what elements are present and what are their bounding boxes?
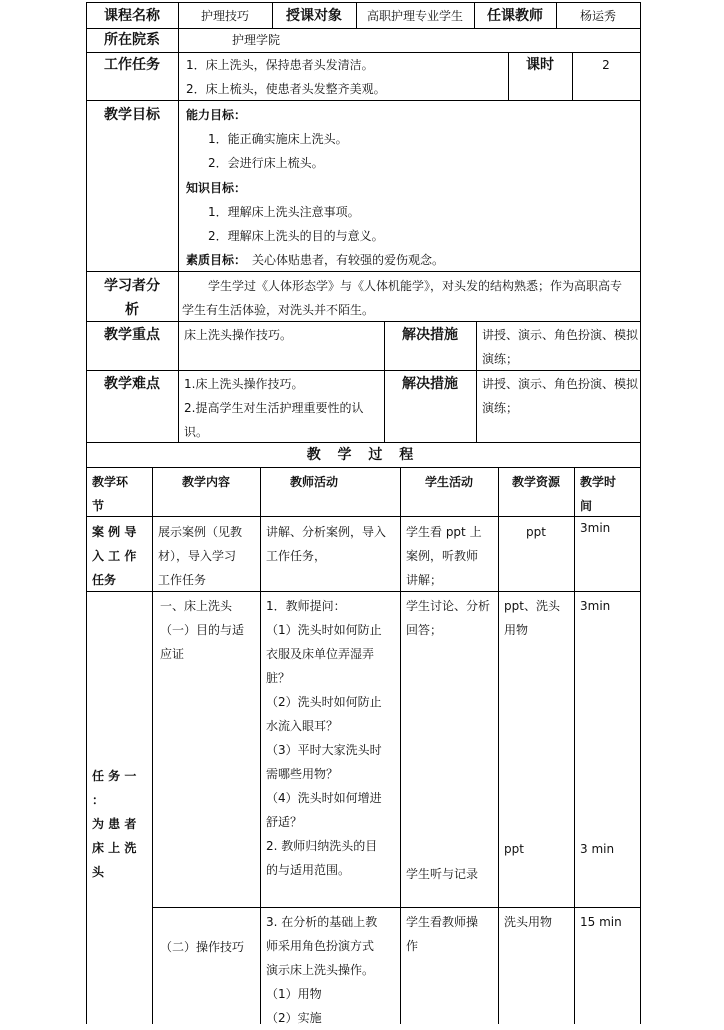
key-point-content: 床上洗头操作技巧。	[184, 328, 293, 342]
quality-label: 素质目标：	[186, 253, 247, 267]
course-name: 护理技巧	[200, 9, 249, 23]
row2-stage: 任 务 一 ： 为 患 者 床 上 洗 头	[92, 769, 137, 879]
row3-teacher: 3. 在分析的基础上教 师采用角色扮演方式 演示床上洗头操作。 （1）用物 （2）实施	[266, 915, 378, 1025]
vline	[86, 2, 87, 1024]
key-solution-line-2: 演练；	[482, 352, 519, 366]
difficulty-solution-label: 解决措施	[402, 376, 458, 392]
vline	[400, 467, 401, 1024]
row1-content: 展示案例（见教 材），导入学习 工作任务	[158, 525, 243, 587]
learner-label-line2: 析	[125, 302, 139, 318]
row1-student: 学生看 ppt 上 案例，听教师 讲解；	[406, 525, 482, 587]
ability-label: 能力目标：	[186, 108, 247, 122]
row2-time-2: 3 min	[580, 842, 615, 856]
hline	[86, 516, 641, 517]
hline	[86, 467, 641, 468]
quality-text: 关心体贴患者，有较强的爱伤观念。	[252, 253, 445, 267]
ability-2: 2．会进行床上梳头。	[208, 156, 324, 170]
knowledge-label: 知识目标：	[186, 181, 247, 195]
task-item-2: 2．床上梳头，使患者头发整齐美观。	[186, 82, 386, 96]
difficulty-line-1: 1.床上洗头操作技巧。	[184, 377, 304, 391]
row1-time: 3min	[580, 521, 611, 535]
goals-label: 教学目标	[104, 107, 160, 123]
difficulty-label: 教学难点	[104, 376, 160, 392]
process-title: 教 学 过 程	[306, 447, 420, 463]
audience: 高职护理专业学生	[366, 9, 463, 23]
learner-line-1: 学生学过《人体形态学》与《人体机能学》，对头发的结构熟悉；作为高职高专	[208, 279, 623, 293]
row3-time: 15 min	[580, 915, 622, 929]
task-item-1: 1．床上洗头，保持患者头发清洁。	[186, 58, 374, 72]
vline	[152, 467, 153, 1024]
row1-resource: ppt	[526, 525, 546, 539]
college: 护理学院	[232, 33, 281, 47]
knowledge-1: 1．理解床上洗头注意事项。	[208, 205, 360, 219]
col-stage-line2: 节	[92, 499, 105, 513]
learner-label-line1: 学习者分	[104, 278, 160, 294]
row2-resource-2: ppt	[504, 842, 524, 856]
row2-time-1: 3min	[580, 599, 611, 613]
row3-resource: 洗头用物	[504, 915, 553, 929]
vline	[260, 467, 261, 1024]
col-student: 学生活动	[424, 475, 473, 489]
col-stage-line1: 教学环	[92, 475, 129, 489]
col-resource: 教学资源	[511, 475, 560, 489]
vline	[178, 2, 179, 442]
vline	[476, 321, 477, 442]
row2-teacher: 1．教师提问： （1）洗头时如何防止 衣服及床单位弄湿弄 脏？ （2）洗头时如何防止 水流入眼耳？ （3）平时大家洗头时 需哪些用物？ （4）洗头时如何增进 舒适？ 2. 教师归纳洗头的目 的与适用范围。	[266, 599, 382, 877]
difficulty-line-2: 2.提高学生对生活护理重要性的认	[184, 401, 364, 415]
knowledge-2: 2．理解床上洗头的目的与意义。	[208, 229, 384, 243]
vline	[640, 2, 641, 1024]
col-time-line1: 教学时	[580, 475, 617, 489]
col-teacher: 教师活动	[289, 475, 338, 489]
row1-teacher: 讲解、分析案例，导入 工作任务，	[266, 525, 387, 563]
row2-student-2: 学生听与记录	[406, 867, 479, 881]
key-point-label: 教学重点	[104, 327, 160, 343]
hline	[152, 907, 641, 908]
row2-student-1: 学生讨论、分析 回答；	[406, 599, 491, 637]
row1-stage: 案 例 导 入 工 作 任务	[92, 525, 137, 587]
task-label: 工作任务	[104, 57, 160, 73]
ability-1: 1．能正确实施床上洗头。	[208, 132, 348, 146]
vline	[498, 467, 499, 1024]
college-label: 所在院系	[104, 32, 160, 48]
teacher-name: 杨运秀	[579, 9, 616, 23]
course-name-label: 课程名称	[104, 8, 160, 24]
col-time-line2: 间	[580, 499, 593, 513]
key-solution-label: 解决措施	[402, 327, 458, 343]
hours-value: 2	[602, 58, 610, 72]
col-content: 教学内容	[181, 475, 230, 489]
audience-label: 授课对象	[286, 8, 342, 24]
row3-content: （二）操作技巧	[160, 940, 245, 954]
difficulty-solution-line-1: 讲授、演示、角色扮演、模拟	[482, 377, 639, 391]
teacher-label: 任课教师	[487, 8, 543, 24]
row3-student: 学生看教师操 作	[406, 915, 479, 953]
key-solution-line-1: 讲授、演示、角色扮演、模拟	[482, 328, 639, 342]
difficulty-line-3: 识。	[184, 425, 209, 439]
learner-line-2: 学生有生活体验，对洗头并不陌生。	[182, 303, 375, 317]
difficulty-solution-line-2: 演练；	[482, 401, 519, 415]
row2-content: 一、床上洗头 （一）目的与适 应证	[160, 599, 245, 661]
row2-resource-1: ppt、洗头 用物	[504, 599, 560, 637]
hours-label: 课时	[526, 57, 554, 73]
vline	[574, 467, 575, 1024]
